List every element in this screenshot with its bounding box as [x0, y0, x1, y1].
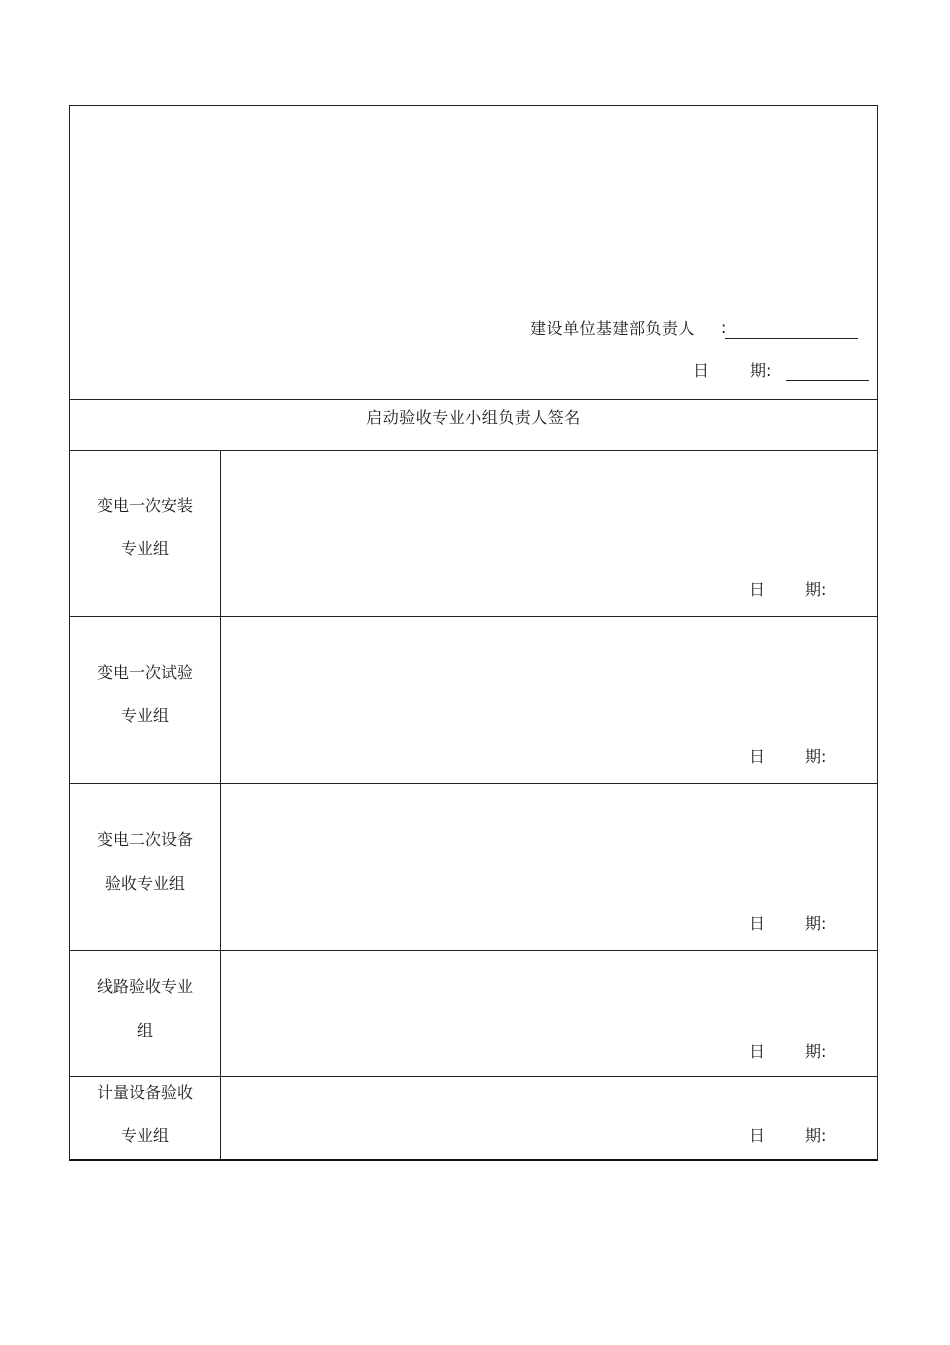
date-label-ri: 日: [749, 914, 766, 933]
group-signature-field[interactable]: [221, 1077, 877, 1160]
date-label-ri: 日: [749, 1126, 766, 1145]
group-label-line2: 专业组: [120, 706, 169, 725]
group-label-line2: 专业组: [120, 539, 169, 558]
group-row-primary-test: [70, 617, 877, 784]
group-row-secondary-equipment: [70, 784, 877, 951]
leader-date-label-ri: 日: [693, 361, 710, 380]
group-label-line2: 验收专业组: [104, 874, 185, 893]
leader-signature-block: [70, 106, 877, 400]
group-label-cell: [70, 1077, 221, 1160]
group-row-metering: [70, 1077, 877, 1160]
group-label-line2: 专业组: [120, 1126, 169, 1145]
group-label-line2: 组: [136, 1021, 153, 1040]
group-signature-header: [70, 399, 877, 451]
leader-date-field[interactable]: [786, 380, 869, 381]
group-signature-field[interactable]: [221, 451, 877, 616]
group-signature-title: 启动验收专业小组负责人签名: [366, 408, 581, 427]
leader-colon: :: [721, 318, 727, 337]
group-label-line1: 计量设备验收: [96, 1083, 193, 1102]
date-label-ri: 日: [749, 1042, 766, 1061]
group-label-cell: [70, 451, 221, 616]
date-label-qi: 期:: [805, 914, 827, 933]
group-label-cell: [70, 784, 221, 950]
group-signature-field[interactable]: [221, 951, 877, 1076]
date-label-qi: 期:: [805, 747, 827, 766]
date-label-ri: 日: [749, 747, 766, 766]
group-label-line1: 变电二次设备: [96, 830, 193, 849]
group-signature-field[interactable]: [221, 617, 877, 783]
date-label-qi: 期:: [805, 1126, 827, 1145]
leader-date-label-qi: 期:: [750, 361, 772, 380]
group-row-primary-install: [70, 451, 877, 617]
group-label-line1: 变电一次安装: [96, 496, 193, 515]
group-label-cell: [70, 951, 221, 1076]
group-label-cell: [70, 617, 221, 783]
date-label-qi: 期:: [805, 580, 827, 599]
leader-label: 建设单位基建部负责人: [530, 319, 696, 338]
group-signature-field[interactable]: [221, 784, 877, 950]
acceptance-signature-table: [69, 105, 878, 1161]
group-label-line1: 变电一次试验: [96, 663, 193, 682]
group-row-line-acceptance: [70, 951, 877, 1077]
leader-signature-field[interactable]: [725, 338, 858, 339]
group-label-line1: 线路验收专业: [96, 977, 193, 996]
date-label-ri: 日: [749, 580, 766, 599]
date-label-qi: 期:: [805, 1042, 827, 1061]
